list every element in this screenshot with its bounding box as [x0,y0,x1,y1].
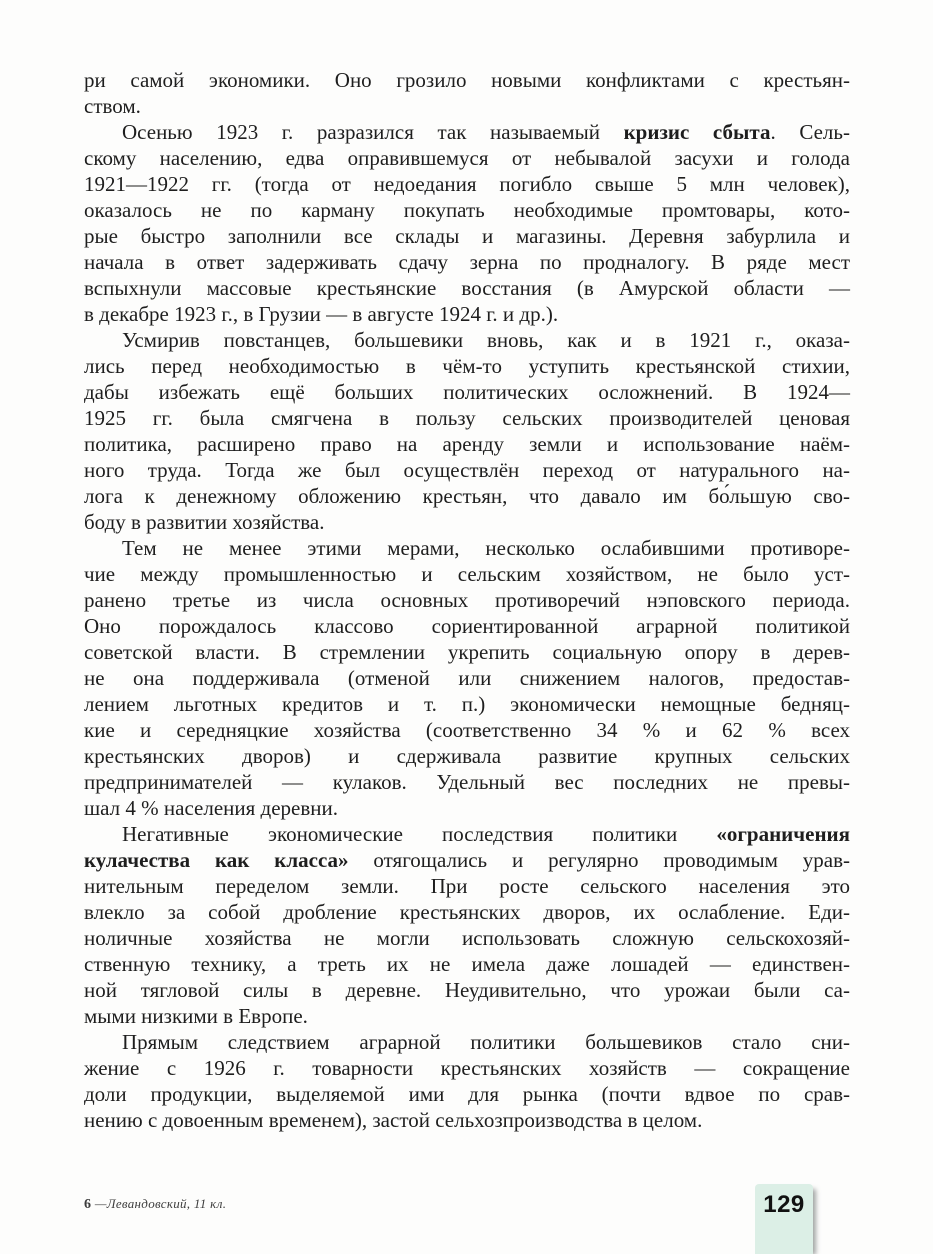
text-line: кие и середняцкие хозяйства (соответственно 34 % и 62 % всех [84,718,850,742]
text-line: 1921—1922 гг. (тогда от недоедания погибло свыше 5 млн человек), [84,172,850,196]
text-line: нению с довоенным временем), застой сельхозпроизводства в целом. [84,1108,703,1132]
text-line: чие между промышленностью и сельским хозяйством, не было уст- [84,562,850,586]
printer-signature [84,1196,226,1213]
text-line: Усмирив повстанцев, большевики вновь, как и в 1921 г., оказа- [122,328,850,352]
text-line: крестьянских дворов) и сдерживала развитие крупных сельских [84,744,850,768]
text-line: политика, расширено право на аренду земли и использование наём- [84,432,850,456]
text-line: жение с 1926 г. товарности крестьянских хозяйств — сокращение [84,1056,850,1080]
text-line: начала в ответ задерживать сдачу зерна по продналогу. В ряде мест [84,250,850,274]
text-line: в декабре 1923 г., в Грузии — в августе 1924 г. и др.). [84,302,559,326]
text-line: кулачества как класса» отягощались и регулярно проводимым урав- [84,848,850,872]
text-line: лением льготных кредитов и т. п.) экономически немощные бедняц- [84,692,850,716]
text-line: Осенью 1923 г. разразился так называемый кризис сбыта. Сель- [122,120,850,144]
text-line: ной тягловой силы в деревне. Неудивительно, что урожаи были са- [84,978,850,1002]
text-line: Оно порождалось классово сориентированной аграрной политикой [84,614,850,638]
text-line: рые быстро заполнили все склады и магазины. Деревня забурлила и [84,224,850,248]
text-line: не она поддерживала (отменой или снижением налогов, предостав- [84,666,850,690]
text-line: ственную технику, а треть их не имела даже лошадей — единствен- [84,952,850,976]
text-line: советской власти. В стремлении укрепить социальную опору в дерев- [84,640,850,664]
text-line: скому населению, едва оправившемуся от небывалой засухи и голода [84,146,850,170]
text-line: ранено третье из числа основных противоречий нэповского периода. [84,588,850,612]
printer-signature-number: 6 [84,1197,92,1212]
text-line: Негативные экономические последствия политики «ограничения [122,822,850,846]
text-line: ного труда. Тогда же был осуществлён переход от натурального на- [84,458,850,482]
text-line: 1925 гг. была смягчена в пользу сельских производителей ценовая [84,406,850,430]
text-line: Прямым следствием аграрной политики большевиков стало сни- [122,1030,850,1054]
text-line: шал 4 % населения деревни. [84,796,339,820]
text-line: Тем не менее этими мерами, несколько ослабившими противоре- [122,536,850,560]
page-number-tab [755,1184,813,1254]
page-text [84,67,850,1133]
page-number: 129 [763,1191,805,1218]
text-line: влекло за собой дробление крестьянских дворов, их ослабление. Еди- [84,900,850,924]
text-line: боду в развитии хозяйства. [84,510,325,534]
text-line: ри самой экономики. Оно грозило новыми конфликтами с крестьян- [84,68,850,92]
text-line: вспыхнули массовые крестьянские восстания (в Амурской области — [84,276,850,300]
text-line: доли продукции, выделяемой ими для рынка (почти вдвое по срав- [84,1082,850,1106]
text-line: дабы избежать ещё больших политических осложнений. В 1924— [84,380,850,404]
text-line: лога к денежному обложению крестьян, что давало им бо́льшую сво- [84,484,850,508]
printer-signature-text: —Левандовский, 11 кл. [94,1196,227,1211]
text-line: нительным переделом земли. При росте сельского населения это [84,874,850,898]
text-line: предпринимателей — кулаков. Удельный вес последних не превы- [84,770,850,794]
text-line: оказалось не по карману покупать необходимые промтовары, кото- [84,198,850,222]
text-line: лись перед необходимостью в чём-то уступить крестьянской стихии, [84,354,850,378]
text-line: ноличные хозяйства не могли использовать сложную сельскохозяй- [84,926,850,950]
text-line: ством. [84,94,141,118]
text-line: мыми низкими в Европе. [84,1004,308,1028]
